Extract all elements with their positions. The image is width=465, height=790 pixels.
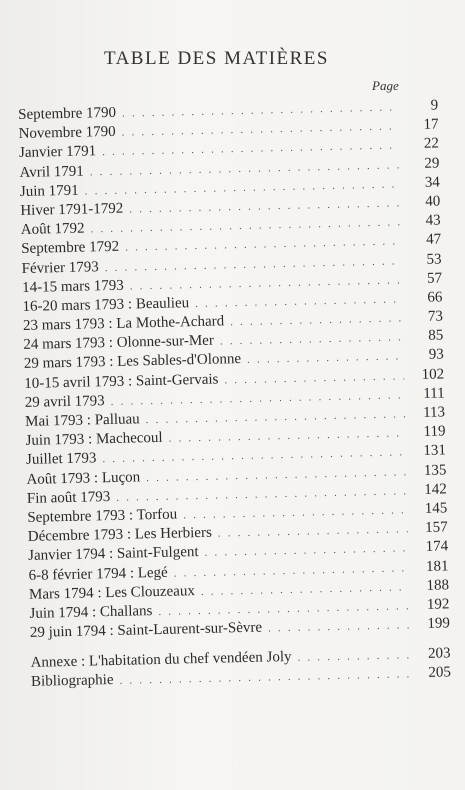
toc-entry-page-number: 40	[425, 193, 441, 210]
toc-entry-label: Septembre 1792	[21, 239, 120, 258]
toc-entry-page-number: 192	[426, 596, 450, 613]
toc-entry-page-number: 205	[428, 664, 452, 682]
toc-entry-label: 6-8 février 1794 : Legé	[28, 564, 168, 584]
toc-entry-label: 29 avril 1793	[24, 392, 105, 411]
page-title: TABLE DES MATIÈRES	[104, 48, 329, 69]
toc-entry-label: Mars 1794 : Les Clouzeaux	[28, 582, 196, 603]
toc-entry-page-number: 57	[426, 270, 443, 287]
toc-entry-page-number: 113	[422, 404, 446, 421]
toc-entry-page-number: 73	[427, 308, 444, 325]
toc-entry-label: Fin août 1793	[26, 488, 111, 507]
toc-entry-page-number: 34	[424, 174, 441, 191]
toc-entry-label: 14-15 mars 1793	[21, 277, 124, 296]
toc-entry-label: 10-15 avril 1793 : Saint-Gervais	[24, 371, 219, 392]
toc-entry-page-number: 119	[423, 423, 446, 441]
toc-entry-label: Bibliographie	[30, 672, 114, 691]
toc-entry-page-number: 43	[425, 212, 441, 229]
toc-entry-page-number: 53	[426, 250, 442, 268]
page-column-label: Page	[372, 78, 399, 93]
toc-entry-page-number: 47	[425, 231, 442, 249]
toc-entry-page-number: 29	[424, 155, 440, 172]
toc-entry-label: 23 mars 1793 : La Mothe-Achard	[22, 313, 225, 335]
dot-leader	[268, 616, 410, 638]
toc-entry-page-number: 66	[427, 289, 443, 306]
toc-entry-label: Juillet 1793	[25, 450, 97, 469]
toc-entry-label: 29 mars 1793 : Les Sables-d'Olonne	[23, 351, 242, 373]
toc-entry-label: 16-20 mars 1793 : Beaulieu	[22, 295, 190, 315]
toc-entry-label: Annexe : L'habitation du chef vendéen Joly	[30, 649, 292, 672]
toc-entry-label: 29 juin 1794 : Saint-Laurent-sur-Sèvre	[29, 619, 263, 641]
toc-entry-page-number: 111	[423, 385, 445, 402]
dot-leader	[297, 646, 410, 668]
toc-entry-label: Hiver 1791-1792	[20, 200, 124, 219]
table-of-contents	[18, 96, 451, 692]
toc-entry-label: Février 1793	[21, 258, 99, 277]
toc-entry-label: Août 1792	[20, 220, 85, 239]
toc-entry-page-number: 188	[426, 577, 450, 594]
toc-entry-label: Avril 1791	[19, 163, 84, 181]
toc-entry-page-number: 22	[423, 135, 440, 153]
toc-entry-label: Juin 1791	[19, 182, 79, 200]
toc-entry-page-number: 9	[430, 97, 439, 114]
toc-entry-label: Septembre 1793 : Torfou	[27, 506, 178, 526]
toc-entry-page-number: 93	[428, 346, 444, 364]
toc-entry-page-number: 181	[425, 557, 449, 575]
toc-entry-label: Novembre 1790	[18, 123, 116, 143]
toc-entry-page-number: 131	[423, 442, 447, 460]
toc-entry-label: Mai 1793 : Palluau	[24, 411, 140, 430]
toc-entry-label: 24 mars 1793 : Olonne-sur-Mer	[23, 332, 215, 354]
toc-entry-label: Juin 1794 : Challans	[29, 602, 153, 622]
toc-entry-page-number: 145	[424, 500, 448, 517]
toc-entry-page-number: 203	[427, 645, 451, 663]
toc-entry-label: Juin 1793 : Machecoul	[25, 429, 163, 450]
toc-entry-page-number: 17	[423, 116, 439, 133]
toc-entry-label: Décembre 1793 : Les Herbiers	[27, 524, 213, 546]
toc-entry-label: Janvier 1791	[18, 143, 97, 162]
toc-entry-page-number: 102	[421, 366, 445, 383]
toc-entry-page-number: 135	[423, 461, 447, 479]
toc-entry-page-number: 157	[424, 519, 448, 536]
toc-entry-page-number: 85	[428, 327, 444, 344]
toc-entry-page-number: 199	[427, 615, 451, 632]
toc-entry-label: Août 1793 : Luçon	[26, 468, 141, 488]
toc-entry-page-number: 142	[424, 481, 447, 498]
toc-entry-page-number: 174	[425, 538, 449, 556]
toc-entry-label: Janvier 1794 : Saint-Fulgent	[28, 544, 199, 565]
toc-entry-label: Septembre 1790	[18, 104, 117, 123]
